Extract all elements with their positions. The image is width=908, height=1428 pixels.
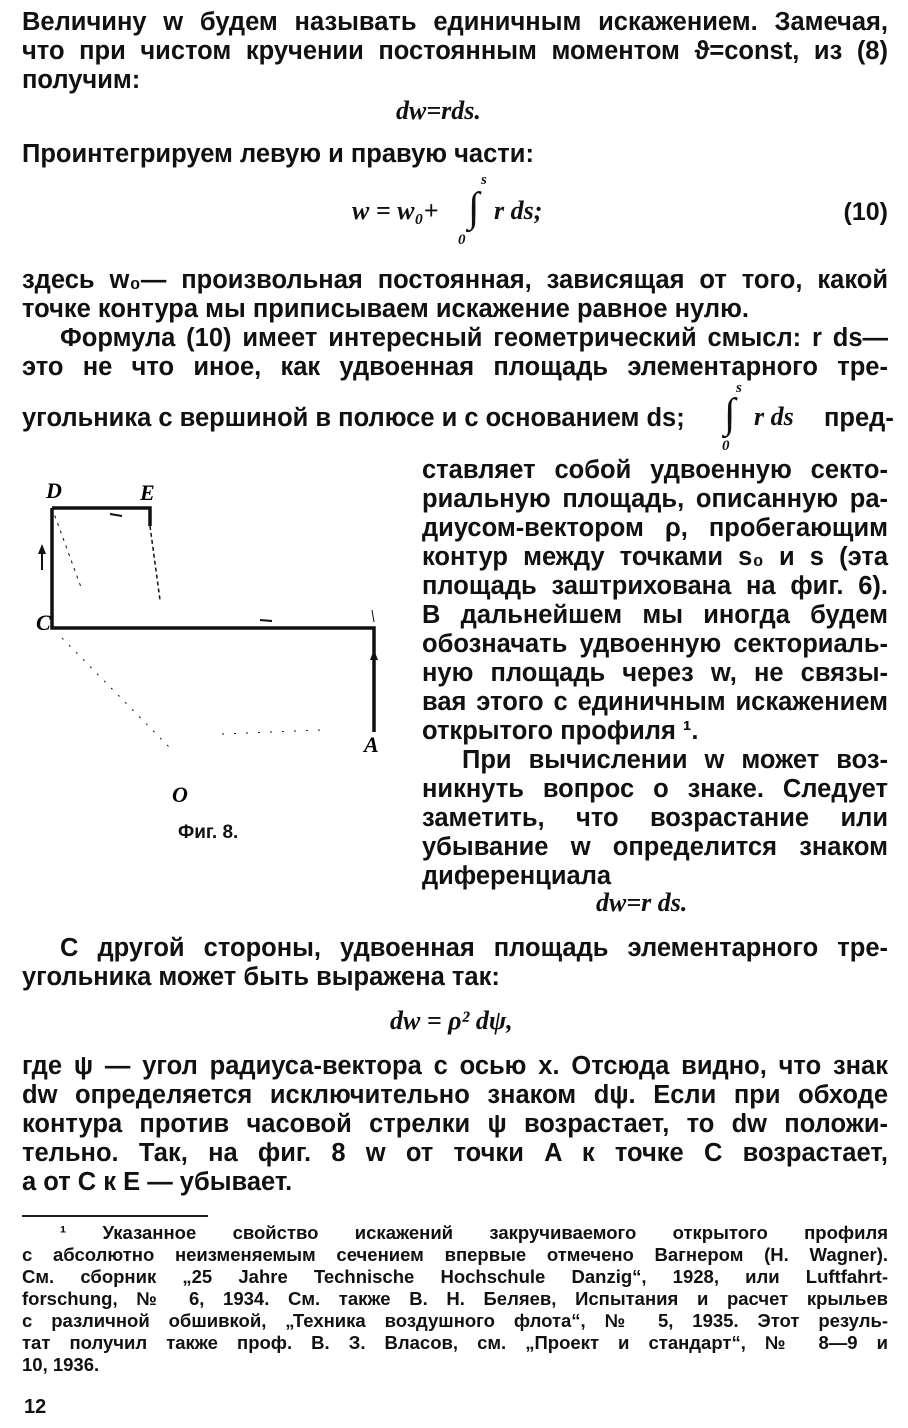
column-line: контур между точками s₀ и s (эта bbox=[422, 543, 888, 571]
label-E: E bbox=[140, 480, 155, 505]
integral-sign: ∫ bbox=[468, 185, 480, 231]
footnote-rule bbox=[22, 1215, 208, 1217]
column-line: ную площадь через w, не связы- bbox=[422, 659, 888, 687]
figure-8 bbox=[22, 470, 402, 870]
label-C: C bbox=[36, 610, 51, 635]
column-line: заметить, что возрастание или bbox=[422, 804, 888, 832]
column-line: риальную площадь, описанную ра- bbox=[422, 485, 888, 513]
footnote-line: с абсолютно неизменяемым сечением впервые отмечено Вагнером (H. Wagner). bbox=[22, 1244, 888, 1265]
column-line: В дальнейшем мы иногда будем bbox=[422, 601, 888, 629]
page-number: 12 bbox=[24, 1396, 47, 1418]
equation-10-integrand: r ds; bbox=[494, 196, 543, 225]
paragraph-line: это не что иное, как удвоенная площадь элементарного тре- bbox=[22, 353, 888, 381]
column-line: вая этого с единичным искажением bbox=[422, 688, 888, 716]
paragraph-line: здесь w₀— произвольная постоянная, зависящая от того, какой bbox=[22, 266, 888, 294]
footnote-line: тат получил также проф. В. З. Власов, см. „Проект и стандарт“, № 8—9 и bbox=[22, 1332, 888, 1353]
label-O: O bbox=[172, 782, 188, 807]
column-line: никнуть вопрос о знаке. Следует bbox=[422, 775, 888, 803]
label-A: A bbox=[364, 732, 379, 757]
paragraph-line: Проинтегрируем левую и правую части: bbox=[22, 140, 534, 168]
column-line: диференциала bbox=[422, 862, 612, 890]
column-line: При вычислении w может воз- bbox=[462, 746, 888, 774]
equation-dw-rds: dw=rds. bbox=[396, 96, 481, 125]
paragraph-line: контура против часовой стрелки ψ возрастает, то dw положи- bbox=[22, 1110, 888, 1138]
paragraph-line: Формула (10) имеет интересный геометрический смысл: r ds— bbox=[60, 324, 888, 352]
column-line: площадь заштрихована на фиг. 6). bbox=[422, 572, 888, 600]
integral-lower-limit: 0 bbox=[458, 232, 466, 248]
column-line: убывание w определится знаком bbox=[422, 833, 888, 861]
integrand: r ds bbox=[754, 402, 794, 431]
paragraph-line: где ψ — угол радиуса-вектора с осью x. Отсюда видно, что знак bbox=[22, 1052, 888, 1080]
integral-upper-limit: s bbox=[481, 172, 487, 188]
footnote-line: forschung, № 6, 1934. См. также В. Н. Беляев, Испытания и расчет крыльев bbox=[22, 1288, 888, 1309]
integral-sign: ∫ bbox=[724, 391, 736, 437]
paragraph-line: что при чистом кручении постоянным моментом ϑ=const, из (8) bbox=[22, 37, 888, 65]
column-line: обозначать удвоенную секториаль- bbox=[422, 630, 888, 658]
column-line: ставляет собой удвоенную секто- bbox=[422, 456, 888, 484]
footnote-line: с различной обшивкой, „Техника воздушного флота“, № 5, 1935. Этот резуль- bbox=[22, 1310, 888, 1331]
equation-dw-r-ds: dw=r ds. bbox=[596, 888, 688, 917]
paragraph-line-end: пред- bbox=[824, 404, 894, 432]
paragraph-line: а от C к E — убывает. bbox=[22, 1168, 293, 1196]
label-D: D bbox=[46, 478, 62, 503]
column-text bbox=[422, 456, 888, 891]
paragraph-line: dw определяется исключительно знаком dψ. Если при обходе bbox=[22, 1081, 888, 1109]
equation-rho: dw = ρ² dψ, bbox=[390, 1006, 513, 1035]
paragraph-line: С другой стороны, удвоенная площадь элементарного тре- bbox=[60, 934, 888, 962]
footnote-line: ¹ Указанное свойство искажений закручиваемого открытого профиля bbox=[60, 1222, 888, 1243]
footnote bbox=[22, 1222, 888, 1376]
integral-upper-limit: s bbox=[736, 380, 742, 396]
paragraph-line: угольника может быть выражена так: bbox=[22, 963, 500, 991]
paragraph-line: Величину w будем называть единичным искажением. Замечая, bbox=[22, 8, 888, 36]
footnote-line: 10, 1936. bbox=[22, 1354, 100, 1375]
figure-caption: Фиг. 8. bbox=[178, 822, 239, 843]
equation-number: (10) bbox=[843, 198, 888, 226]
paragraph-line: тельно. Так, на фиг. 8 w от точки A к точке C возрастает, bbox=[22, 1139, 888, 1167]
paragraph-line: получим: bbox=[22, 66, 141, 94]
column-line: открытого профиля ¹. bbox=[422, 717, 699, 745]
equation-10-lhs: w = w₀+ bbox=[352, 196, 439, 225]
footnote-line: См. сборник „25 Jahre Technische Hochschule Danzig“, 1928, или Luftfahrt- bbox=[22, 1266, 888, 1287]
column-line: диусом-вектором ρ, пробегающим bbox=[422, 514, 888, 542]
integral-lower-limit: 0 bbox=[722, 438, 730, 454]
paragraph-line: точке контура мы приписываем искажение равное нулю. bbox=[22, 295, 749, 323]
paragraph-line-start: угольника с вершиной в полюсе и с основанием ds; bbox=[22, 404, 685, 432]
